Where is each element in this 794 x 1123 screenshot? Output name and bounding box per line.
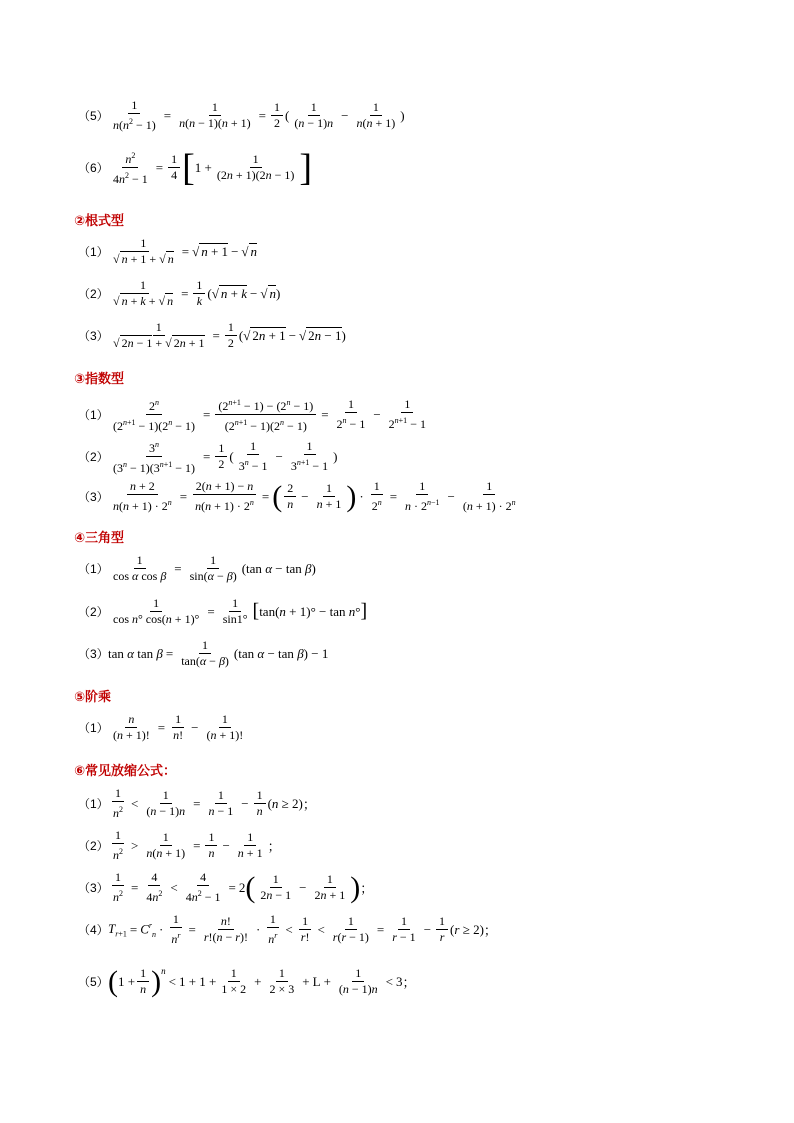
fraction: $\frac{1}{n^2}$ <box>113 870 123 904</box>
fraction: $\frac{1}{\text{cos n° cos(n + 1)°}}$ <box>113 596 200 626</box>
formula-row: （1） $\frac{n}{(n + 1)!}$ = $\frac{1}{n!}$ − $\frac{1}{(n + 1)!}$ <box>78 712 248 743</box>
fraction: $\frac{1}{2}$ <box>271 100 283 131</box>
fraction: $\frac{4}{4n^2 - 1}$ <box>185 870 221 904</box>
fraction: $\frac{1}{\sin(\alpha - \beta)}$ <box>189 553 237 583</box>
fraction: $\frac{1}{2 \times 3}$ <box>269 966 295 996</box>
fraction: $\frac{1}{n!}$ <box>173 712 184 742</box>
fraction: $\frac{1}{√ 2n - 1 + √ 2n + 1}$ <box>113 320 205 350</box>
fraction: $\frac{3^n}{(3^n - 1)(3^{n+1} - 1)}$ <box>110 437 198 476</box>
fraction: $\frac{1}{n}$ <box>137 966 149 997</box>
fraction: $\frac{1}{n}$ <box>205 830 217 861</box>
formula-number: （3） <box>78 329 109 343</box>
fraction: $\frac{1}{n(n - 1)(n + 1)}$ <box>179 100 251 130</box>
fraction: $\frac{(2^{n+1} - 1) - (2^n - 1)}{(2^{n+1} - 1)(2^n - 1)}$ <box>215 395 316 434</box>
fraction: $\frac{1}{n}$ <box>254 788 266 819</box>
fraction: $\frac{1}{\text{cos α cos β}}$ <box>113 553 167 583</box>
semicolon: ； <box>483 923 497 938</box>
formula-row: （1） $\frac{1}{√ n + 1 + √ n}$ = √ n + 1 − √ n <box>78 236 258 266</box>
fraction: 1 $n^2$ <box>113 828 123 862</box>
formula-number: （2） <box>78 450 109 464</box>
fraction: $\frac{1}{n \cdot 2^{n-1}}$ <box>405 479 440 513</box>
section-heading: ④三角型 <box>74 531 125 546</box>
fraction: $\frac{1}{n(n + 1)}$ <box>356 100 396 130</box>
formula-row: （3） $\frac{1}{√ 2n - 1 + √ 2n + 1}$ = $\frac{1}{2}$ ( √ 2n + 1 − √ 2n − 1 ) <box>78 320 346 350</box>
fraction: $\frac{n!}{r!(n - r)!}$ <box>203 914 248 944</box>
semicolon: ； <box>302 797 316 812</box>
formula-row: （2） $\frac{3^n}{(3^n - 1)(3^{n+1} - 1)}$ = $\frac{1}{2}$ ( 1 $3^n - 1$ − $\frac{1}{3^{n+1} - 1}$ ) <box>78 439 338 475</box>
fraction: $\frac{1}{n + 1}$ <box>237 830 263 860</box>
formula-row: （1） $\frac{2^n}{(2^{n+1} - 1)(2^n - 1)}$ = $\frac{(2^{n+1} - 1) - (2^n - 1)}{(2^{n+1} - 1)(2^n - 1)}$ = $\frac{1}{2^n - 1}$ − $\frac{1}{2^{n+1} - 1}$ <box>78 395 431 434</box>
formula-number: （4） <box>78 923 109 937</box>
formula-number: （5） <box>78 975 109 989</box>
fraction: $\frac{1}{(n - 1)n}$ <box>146 788 186 818</box>
fraction: 1 $n^r$ <box>268 912 278 946</box>
formula-number: （3） <box>78 490 109 504</box>
fraction: $\frac{1}{(n + 1)!}$ <box>206 712 244 742</box>
semicolon: ； <box>267 839 281 854</box>
fraction: $\frac{1}{n(n + 1)}$ <box>146 830 186 860</box>
fraction: $\frac{1}{√ n + 1 + √ n}$ <box>113 236 174 266</box>
formula-row: （6） $\frac{n^2}{4n^2 - 1}$ = $\frac{1}{4}$ [ 1 + $\frac{1}{(2n + 1)(2n - 1)}$ ] <box>78 146 313 189</box>
formula-row: （3） tan α tan β = $\frac{1}{\tan(\alpha - \beta)}$ (tan α − tan β) − 1 <box>78 638 329 668</box>
fraction: $\frac{n^2}{4n^2 - 1}$ <box>110 148 151 187</box>
section-heading: ⑤阶乘 <box>74 690 112 705</box>
formula-number: （1） <box>78 562 109 576</box>
fraction: $\frac{1}{4}$ <box>168 152 180 183</box>
semicolon: ； <box>360 881 374 896</box>
fraction: $\frac{1}{r(r - 1)}$ <box>332 914 369 944</box>
fraction: $\frac{1}{(2n + 1)(2n - 1)}$ <box>216 152 295 182</box>
formula-row: （2） $\frac{1}{√ n + k + √ n}$ = $\frac{1}{k}$ ( √ n + k − √ n ) <box>78 278 281 308</box>
fraction: $\frac{2^n}{(2^{n+1} - 1)(2^n - 1)}$ <box>110 395 198 434</box>
fraction: $\frac{1}{2^{n+1} - 1}$ <box>388 397 426 431</box>
fraction: $\frac{1}{(n + 1) \cdot 2^n}$ <box>462 479 516 513</box>
fraction: 1 2n − 1 <box>260 872 292 902</box>
section-heading: ③指数型 <box>74 372 125 387</box>
fraction: $\frac{1}{n^r}$ <box>171 912 181 946</box>
semicolon: ； <box>402 975 416 990</box>
fraction: $\frac{1}{n + 1}$ <box>316 481 342 511</box>
fraction: 1 r! <box>300 914 310 944</box>
fraction: 1 $3^n - 1$ <box>238 439 268 473</box>
formula-row: （2） 1 $n^2$ > $\frac{1}{n(n + 1)}$ = $\frac{1}{n}$ − $\frac{1}{n + 1}$ ； <box>78 828 281 862</box>
fraction: $\frac{1}{\tan(\alpha - \beta)}$ <box>181 638 229 668</box>
formula-row: （1） $\frac{1}{\text{cos α cos β}}$ = $\frac{1}{\sin(\alpha - \beta)}$ (tan α − tan β) <box>78 553 316 583</box>
fraction: $\frac{1}{3^{n+1} - 1}$ <box>290 439 329 473</box>
fraction: $\frac{1}{2n + 1}$ <box>314 872 346 902</box>
section-heading: ⑥常见放缩公式： <box>74 764 177 779</box>
fraction: 2 n <box>284 481 296 512</box>
fraction: $\frac{1}{r}$ <box>436 914 448 945</box>
formula-number: （1） <box>78 797 109 811</box>
formula-number: （1） <box>78 721 109 735</box>
fraction: $\frac{2(n + 1) - n}{n(n + 1) \cdot 2^n}$ <box>192 479 257 514</box>
formula-number: （2） <box>78 605 109 619</box>
fraction: $\frac{1}{2}$ <box>215 441 227 472</box>
fraction: 1 $n^2$ <box>113 786 123 820</box>
fraction: $\frac{1}{r - 1}$ <box>392 914 416 944</box>
formula-number: （6） <box>78 161 109 175</box>
formula-number: （5） <box>78 109 109 123</box>
formula-row: （4） $T_{r+1}$ = $C^r_n$ · $\frac{1}{n^r}$ = $\frac{n!}{r!(n - r)!}$ · 1 $n^r$ < 1 r! < $\frac{1}{r(r - 1)}$ = $\frac{1}{r - 1}$ − $\frac{1}{r}$ (r ≥ 2) ； <box>78 912 497 946</box>
fraction: $\frac{n + 2}{n(n + 1) \cdot 2^n}$ <box>113 479 172 513</box>
fraction: $\frac{1}{2^n}$ <box>371 479 382 513</box>
section-heading: ②根式型 <box>74 214 125 229</box>
formula-number: （2） <box>78 839 109 853</box>
formula-number: （2） <box>78 287 109 301</box>
formula-number: （1） <box>78 408 109 422</box>
formula-row: （5） ( 1 + $\frac{1}{n}$ ) n < 1 + 1 + $\frac{1}{1 \times 2}$ + $\frac{1}{2 \times 3}$ + L + $\frac{1}{(n - 1)n}$ < 3 ； <box>78 964 416 998</box>
fraction: $\frac{1}{k}$ <box>193 278 205 309</box>
fraction: $\frac{1}{2^n - 1}$ <box>336 397 366 431</box>
fraction: $\frac{1}{n - 1}$ <box>208 788 234 818</box>
formula-number: （3） <box>78 647 109 661</box>
fraction: $\frac{1}{2}$ <box>225 320 237 351</box>
fraction: $\frac{1}{n(n^2 - 1)}$ <box>113 98 156 132</box>
fraction: $\frac{4}{4n^2}$ <box>146 870 163 904</box>
formula-row: （1） 1 $n^2$ < $\frac{1}{(n - 1)n}$ = $\frac{1}{n - 1}$ − $\frac{1}{n}$ (n ≥ 2) ； <box>78 786 316 820</box>
fraction: 1 (n − 1)n <box>294 100 334 130</box>
fraction: $\frac{n}{(n + 1)!}$ <box>113 712 150 742</box>
formula-row: （3） $\frac{n + 2}{n(n + 1) \cdot 2^n}$ = $\frac{2(n + 1) - n}{n(n + 1) \cdot 2^n}$ = ( 2 n − $\frac{1}{n + 1}$ ) · $\frac{1}{2^n}$ = $\frac{1}{n \cdot 2^{n-1}}$ − $\frac{1}{(n + 1) \cdot 2^n}$ <box>78 479 521 514</box>
formula-row: （2） $\frac{1}{\text{cos n° cos(n + 1)°}}$ = $\frac{1}{\sin 1^\circ}$ [ tan(n + 1)° − tan n° ] <box>78 596 368 626</box>
fraction: $\frac{1}{\sin 1^\circ}$ <box>222 596 248 626</box>
fraction: $\frac{1}{1 \times 2}$ <box>221 966 247 996</box>
fraction: $\frac{1}{√ n + k + √ n}$ <box>113 278 174 308</box>
formula-row: （3） $\frac{1}{n^2}$ = $\frac{4}{4n^2}$ < $\frac{4}{4n^2 - 1}$ = 2 ( 1 2n − 1 − $\frac{1}{2n + 1}$ ) ； <box>78 870 374 904</box>
formula-number: （1） <box>78 245 109 259</box>
formula-row: （5） $\frac{1}{n(n^2 - 1)}$ = $\frac{1}{n(n - 1)(n + 1)}$ = $\frac{1}{2}$ ( 1 (n − 1)n − $\frac{1}{n(n + 1)}$ ) <box>78 98 405 132</box>
fraction: $\frac{1}{(n - 1)n}$ <box>338 966 378 996</box>
formula-number: （3） <box>78 881 109 895</box>
